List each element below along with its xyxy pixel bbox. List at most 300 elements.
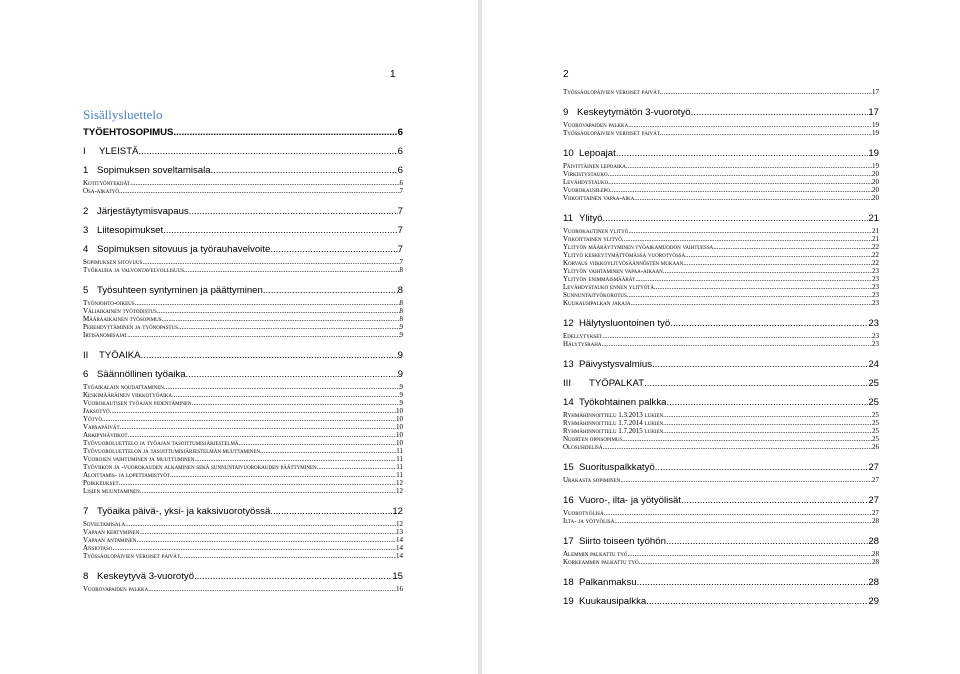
toc-entry-number: 6: [83, 369, 89, 380]
toc-entry-page: 9: [399, 331, 403, 339]
toc-entry-page: 14: [396, 536, 403, 544]
toc-section-entry[interactable]: [83, 571, 403, 582]
toc-entry-text: Vapaan kertyminen: [83, 528, 140, 536]
toc-entry-number: 13: [563, 359, 574, 370]
toc-entry-text: Vuorovapaiden palkka: [563, 121, 629, 129]
toc-entry-number: III: [563, 378, 571, 389]
toc-leader-dots: [604, 509, 872, 517]
toc-section-entry[interactable]: [563, 397, 879, 408]
toc-entry-page: 22: [872, 251, 879, 259]
toc-entry-number: 9: [563, 107, 569, 118]
toc-leader-dots: [620, 476, 872, 484]
toc-entry-number: 14: [563, 397, 574, 408]
toc-section-entry[interactable]: [563, 107, 879, 118]
toc-leader-dots: [670, 318, 868, 329]
toc-leader-dots: [601, 340, 872, 348]
toc-subsection-entry[interactable]: [563, 170, 879, 178]
toc-leader-dots: [635, 275, 872, 283]
toc-leader-dots: [630, 299, 872, 307]
toc-leader-dots: [626, 162, 872, 170]
toc-entry-text: Siirto toiseen työhön: [579, 536, 666, 547]
toc-entry-page: 7: [397, 225, 403, 236]
toc-entry-text: Työnjohto-oikeus: [83, 299, 135, 307]
toc-section-entry[interactable]: [83, 127, 403, 138]
toc-entry-page: 19: [872, 129, 879, 137]
toc-entry-page: 17: [872, 88, 879, 96]
toc-entry-page: 27: [872, 476, 879, 484]
toc-leader-dots: [178, 323, 400, 331]
toc-entry-text: Virkistystauko: [563, 170, 608, 178]
toc-entry-page: 23: [872, 291, 879, 299]
toc-leader-dots: [172, 391, 399, 399]
toc-subsection-entry[interactable]: [83, 544, 403, 552]
toc-entry-number: II: [83, 350, 89, 361]
toc-entry-text: Järjestäytymisvapaus: [97, 206, 189, 217]
toc-subsection-entry[interactable]: [563, 129, 879, 137]
toc-entry-text: Olosuhdelisä: [563, 443, 603, 451]
toc-subsection-entry[interactable]: [563, 299, 879, 307]
toc-entry-text: Korkeammin palkattu työ: [563, 558, 639, 566]
toc-entry-page: 25: [868, 397, 879, 408]
toc-leader-dots: [622, 235, 872, 243]
toc-entry-number: 8: [83, 571, 89, 582]
toc-entry-page: 20: [872, 170, 879, 178]
toc-subsection-entry[interactable]: [83, 307, 403, 315]
toc-subsection-entry[interactable]: [563, 340, 879, 348]
toc-section-entry[interactable]: [563, 596, 879, 607]
toc-entry-text: Nuorten oppisopimus: [563, 435, 623, 443]
toc-subsection-entry[interactable]: [83, 463, 403, 471]
toc-entry-text: Vuorojen vaihtuminen ja muuttuminen: [83, 455, 195, 463]
toc-subsection-entry[interactable]: [563, 411, 879, 419]
toc-entry-text: Keskimääräinen viikkotyöaika: [83, 391, 173, 399]
toc-entry-page: 23: [868, 318, 879, 329]
toc-leader-dots: [660, 129, 872, 137]
toc-section-entry[interactable]: [83, 146, 403, 157]
toc-entry-text: Lisien muuntaminen: [83, 487, 140, 495]
toc-entry-text: Päivystysvalmius: [579, 359, 653, 370]
toc-section-entry[interactable]: [83, 506, 403, 517]
toc-leader-dots: [102, 415, 396, 423]
toc-entry-page: 12: [396, 479, 403, 487]
toc-entry-page: 28: [868, 577, 879, 588]
toc-entry-text: TYÖPALKAT: [589, 378, 645, 389]
toc-section-entry[interactable]: [83, 206, 403, 217]
toc-entry-page: 8: [399, 315, 403, 323]
toc-entry-number: 11: [563, 213, 573, 224]
toc-section-entry[interactable]: [563, 318, 879, 329]
toc-entries: [563, 88, 879, 607]
toc-leader-dots: [637, 577, 869, 588]
toc-leader-dots: [663, 411, 872, 419]
toc-leader-dots: [128, 431, 397, 439]
toc-entry-text: Väliaikainen työtodistus: [83, 307, 157, 315]
toc-entry-text: Lepoajat: [579, 148, 616, 159]
toc-entry-page: 11: [396, 455, 403, 463]
toc-leader-dots: [140, 487, 396, 495]
toc-entry-page: 28: [872, 517, 879, 525]
toc-entry-page: 25: [872, 435, 879, 443]
toc-leader-dots: [135, 299, 400, 307]
toc-subsection-entry[interactable]: [563, 275, 879, 283]
table-of-contents: [83, 107, 403, 593]
toc-entry-page: 10: [396, 423, 403, 431]
toc-entry-text: Kotityöntekijät: [83, 179, 131, 187]
toc-entry-text: Työssäolopäivien veroiset päivät: [83, 552, 180, 560]
toc-leader-dots: [184, 266, 400, 274]
toc-entry-text: Yötyö: [83, 415, 102, 423]
toc-entry-text: Vuorokausilepo: [563, 186, 611, 194]
toc-entry-number: 4: [83, 244, 89, 255]
toc-entry-text: Alemmin palkattu työ: [563, 550, 628, 558]
toc-leader-dots: [270, 506, 392, 517]
toc-entry-text: Ryhmähinnoittelu 1.3.2013 lukien: [563, 411, 664, 419]
toc-leader-dots: [141, 350, 398, 361]
toc-leader-dots: [192, 399, 400, 407]
toc-entry-page: 25: [872, 419, 879, 427]
toc-entry-text: Työviikon ja -vuorokauden alkaminen sekä sunnuntaivuorokauden päättyminen: [83, 463, 317, 471]
toc-leader-dots: [602, 213, 868, 224]
toc-entry-number: 16: [563, 495, 574, 506]
toc-entry-page: 14: [396, 552, 403, 560]
toc-leader-dots: [139, 528, 396, 536]
toc-subsection-entry[interactable]: [83, 315, 403, 323]
toc-entry-text: Ylityön määräytyminen työaikamuodon vaihtuessa: [563, 243, 714, 251]
toc-leader-dots: [157, 307, 400, 315]
toc-entry-number: 19: [563, 596, 574, 607]
toc-entry-text: Keskeytyvä 3-vuorotyö: [97, 571, 195, 582]
toc-entry-text: Työrauha ja valvontavelvollisuus: [83, 266, 184, 274]
toc-leader-dots: [655, 462, 869, 473]
toc-entry-page: 25: [872, 427, 879, 435]
toc-entry-text: Sopimuksen sitovuus: [83, 258, 143, 266]
toc-entry-page: 9: [399, 399, 403, 407]
toc-subsection-entry[interactable]: [563, 235, 879, 243]
toc-entry-page: 27: [868, 495, 879, 506]
toc-entry-page: 21: [872, 235, 879, 243]
toc-entries: [83, 127, 403, 593]
toc-subsection-entry[interactable]: [83, 331, 403, 339]
toc-subsection-entry[interactable]: [83, 407, 403, 415]
toc-subsection-entry[interactable]: [83, 391, 403, 399]
toc-entry-text: Korvaus viikkoylityösäännösten mukaan: [563, 259, 684, 267]
toc-section-entry[interactable]: [83, 350, 403, 361]
toc-entry-text: Työsuhteen syntyminen ja päättyminen: [97, 285, 263, 296]
toc-leader-dots: [608, 178, 872, 186]
toc-entry-page: 28: [872, 550, 879, 558]
toc-leader-dots: [610, 186, 872, 194]
toc-subsection-entry[interactable]: [563, 419, 879, 427]
toc-entry-text: TYÖEHTOSOPIMUS: [83, 127, 174, 138]
toc-subsection-entry[interactable]: [563, 332, 879, 340]
toc-leader-dots: [189, 206, 398, 217]
toc-leader-dots: [639, 558, 872, 566]
toc-section-entry[interactable]: [83, 369, 403, 380]
toc-entry-text: Ylityön enimmäismäärät: [563, 275, 636, 283]
toc-entry-page: 9: [397, 350, 403, 361]
toc-leader-dots: [603, 443, 873, 451]
toc-subsection-entry[interactable]: [83, 187, 403, 195]
toc-entry-text: Ryhmähinnoittelu 1.7.2015 lukien: [563, 427, 664, 435]
toc-entry-page: 27: [868, 462, 879, 473]
toc-leader-dots: [119, 187, 400, 195]
toc-entry-page: 23: [872, 267, 879, 275]
toc-entry-page: 17: [868, 107, 879, 118]
toc-leader-dots: [142, 258, 399, 266]
toc-section-entry[interactable]: [83, 285, 403, 296]
toc-leader-dots: [608, 170, 872, 178]
toc-entry-text: YLEISTÄ: [99, 146, 139, 157]
toc-entry-text: Työkohtainen palkka: [579, 397, 667, 408]
toc-subsection-entry[interactable]: [83, 536, 403, 544]
toc-entry-page: 13: [396, 528, 403, 536]
toc-leader-dots: [112, 544, 396, 552]
toc-entry-page: 16: [396, 585, 403, 593]
toc-entry-page: 15: [392, 571, 403, 582]
toc-leader-dots: [194, 571, 392, 582]
toc-subsection-entry[interactable]: [563, 509, 879, 517]
toc-entry-page: 7: [397, 206, 403, 217]
toc-entry-page: 6: [397, 165, 403, 176]
toc-entry-page: 23: [872, 283, 879, 291]
toc-leader-dots: [622, 435, 872, 443]
toc-entry-page: 23: [872, 299, 879, 307]
toc-leader-dots: [120, 423, 396, 431]
toc-entry-page: 10: [396, 431, 403, 439]
toc-leader-dots: [317, 463, 397, 471]
toc-subsection-entry[interactable]: [83, 585, 403, 593]
toc-subsection-entry[interactable]: [563, 550, 879, 558]
toc-entry-page: 19: [872, 121, 879, 129]
toc-subsection-entry[interactable]: [563, 435, 879, 443]
toc-entry-text: Työvuoroluettelo ja työajan tasoittumisjärjestelmä: [83, 439, 239, 447]
toc-entry-page: 19: [868, 148, 879, 159]
toc-entry-text: Keskeytymätön 3-vuorotyö: [577, 107, 691, 118]
toc-entry-page: 21: [868, 213, 879, 224]
toc-entry-number: 17: [563, 536, 574, 547]
toc-entry-text: Liitesopimukset: [97, 225, 164, 236]
toc-section-entry[interactable]: [563, 213, 879, 224]
toc-entry-page: 8: [399, 299, 403, 307]
toc-subsection-entry[interactable]: [563, 186, 879, 194]
toc-entry-text: Viikoittainen ylityö: [563, 235, 622, 243]
toc-subsection-entry[interactable]: [83, 423, 403, 431]
toc-subsection-entry[interactable]: [83, 383, 403, 391]
toc-entry-text: Vuorovapaiden palkka: [83, 585, 149, 593]
toc-leader-dots: [627, 550, 872, 558]
toc-entry-text: Poikkeukset: [83, 479, 119, 487]
toc-entry-page: 6: [397, 127, 403, 138]
toc-section-entry[interactable]: [563, 462, 879, 473]
toc-entry-page: 10: [396, 407, 403, 415]
toc-subsection-entry[interactable]: [563, 251, 879, 259]
toc-subsection-entry[interactable]: [563, 227, 879, 235]
toc-entry-page: 20: [872, 178, 879, 186]
toc-entry-page: 22: [872, 259, 879, 267]
toc-entry-text: Suorituspalkkatyö: [579, 462, 655, 473]
toc-leader-dots: [628, 121, 872, 129]
toc-leader-dots: [654, 283, 872, 291]
toc-entry-text: Levähdystauko: [563, 178, 609, 186]
toc-section-entry[interactable]: [563, 148, 879, 159]
toc-entry-page: 25: [872, 411, 879, 419]
toc-entry-number: 2: [83, 206, 89, 217]
toc-section-entry[interactable]: [83, 225, 403, 236]
toc-entry-text: Jaksotyö: [83, 407, 110, 415]
toc-leader-dots: [614, 517, 872, 525]
toc-leader-dots: [628, 227, 872, 235]
toc-subsection-entry[interactable]: [563, 291, 879, 299]
toc-entry-text: Urakasta sopiminen: [563, 476, 621, 484]
toc-entry-page: 23: [872, 275, 879, 283]
toc-entry-text: Aloittamis- ja lopettamistyöt: [83, 471, 171, 479]
toc-entry-text: Ryhmähinnoittelu 1.7.2014 lukien: [563, 419, 664, 427]
toc-entry-page: 6: [399, 179, 403, 187]
toc-leader-dots: [239, 439, 396, 447]
toc-entry-page: 27: [872, 509, 879, 517]
toc-subsection-entry[interactable]: [563, 88, 879, 96]
toc-entry-page: 23: [872, 332, 879, 340]
toc-subsection-entry[interactable]: [83, 258, 403, 266]
toc-section-entry[interactable]: [83, 244, 403, 255]
toc-entry-text: Irtisanomisajat: [83, 331, 128, 339]
toc-entry-page: 11: [396, 463, 403, 471]
toc-entry-number: I: [83, 146, 86, 157]
toc-leader-dots: [634, 194, 872, 202]
toc-entry-page: 11: [396, 471, 403, 479]
table-of-contents-continued: [563, 88, 879, 607]
toc-section-entry[interactable]: [563, 359, 879, 370]
toc-entry-number: 7: [83, 506, 89, 517]
toc-subsection-entry[interactable]: [83, 266, 403, 274]
toc-leader-dots: [663, 427, 872, 435]
toc-subsection-entry[interactable]: [83, 552, 403, 560]
toc-subsection-entry[interactable]: [563, 259, 879, 267]
toc-entry-text: Työaikalain noudattaminen: [83, 383, 164, 391]
toc-entry-text: Työvuoroluettelon ja tasoittumisjärjestelmän muuttaminen: [83, 447, 261, 455]
page-number: 2: [563, 69, 569, 80]
toc-leader-dots: [130, 179, 399, 187]
toc-entry-page: 11: [396, 447, 403, 455]
toc-entry-text: Ansiotaso: [83, 544, 113, 552]
toc-entry-number: 3: [83, 225, 89, 236]
toc-section-entry[interactable]: [563, 495, 879, 506]
toc-subsection-entry[interactable]: [563, 443, 879, 451]
toc-entry-page: 8: [397, 285, 403, 296]
toc-leader-dots: [646, 596, 868, 607]
toc-leader-dots: [666, 536, 868, 547]
toc-subsection-entry[interactable]: [83, 455, 403, 463]
toc-entry-number: 15: [563, 462, 574, 473]
toc-subsection-entry[interactable]: [83, 439, 403, 447]
toc-section-entry[interactable]: [563, 536, 879, 547]
toc-entry-text: Työssäolopäivien veroiset päivät: [563, 129, 660, 137]
toc-entry-text: Kuukausipalkan jakaja: [563, 299, 631, 307]
toc-subsection-entry[interactable]: [83, 487, 403, 495]
toc-subsection-entry[interactable]: [83, 471, 403, 479]
toc-leader-dots: [260, 447, 396, 455]
toc-subsection-entry[interactable]: [563, 427, 879, 435]
toc-subsection-entry[interactable]: [563, 194, 879, 202]
toc-leader-dots: [136, 536, 396, 544]
toc-entry-text: Viikoittainen vapaa-aika: [563, 194, 635, 202]
toc-entry-page: 29: [868, 596, 879, 607]
toc-subsection-entry[interactable]: [83, 415, 403, 423]
toc-section-entry[interactable]: [83, 165, 403, 176]
toc-entry-text: Palkanmaksu: [579, 577, 637, 588]
toc-leader-dots: [602, 332, 872, 340]
toc-leader-dots: [110, 407, 396, 415]
toc-subsection-entry[interactable]: [83, 447, 403, 455]
toc-entry-page: 12: [392, 506, 403, 517]
toc-entry-text: Työaika päivä-, yksi- ja kaksivuorotyössä: [97, 506, 271, 517]
toc-subsection-entry[interactable]: [83, 528, 403, 536]
toc-leader-dots: [660, 88, 872, 96]
toc-entry-page: 22: [872, 243, 879, 251]
toc-leader-dots: [627, 291, 872, 299]
toc-subsection-entry[interactable]: [83, 479, 403, 487]
toc-entry-page: 7: [399, 258, 403, 266]
toc-entry-text: Ylityö keskeytymättömässä vuorotyössä: [563, 251, 686, 259]
toc-leader-dots: [644, 378, 868, 389]
toc-section-entry[interactable]: [563, 577, 879, 588]
toc-leader-dots: [263, 285, 398, 296]
toc-subsection-entry[interactable]: [563, 162, 879, 170]
toc-subsection-entry[interactable]: [563, 267, 879, 275]
toc-entry-page: 9: [399, 323, 403, 331]
toc-subsection-entry[interactable]: [563, 178, 879, 186]
toc-subsection-entry[interactable]: [563, 558, 879, 566]
toc-entry-text: Kuukausipalkka: [579, 596, 647, 607]
toc-subsection-entry[interactable]: [563, 517, 879, 525]
toc-entry-text: Säännöllinen työaika: [97, 369, 186, 380]
page-number: 1: [390, 69, 396, 80]
toc-entry-page: 28: [868, 536, 879, 547]
toc-subsection-entry[interactable]: [83, 399, 403, 407]
toc-entry-text: Sopimuksen soveltamisala: [97, 165, 211, 176]
toc-entry-page: 9: [397, 369, 403, 380]
toc-leader-dots: [685, 251, 872, 259]
toc-subsection-entry[interactable]: [83, 179, 403, 187]
toc-entry-page: 23: [872, 340, 879, 348]
toc-entry-text: Vuoro-, ilta- ja yötyölisät: [579, 495, 682, 506]
toc-subsection-entry[interactable]: [563, 283, 879, 291]
toc-leader-dots: [148, 585, 396, 593]
toc-subsection-entry[interactable]: [563, 121, 879, 129]
toc-subsection-entry[interactable]: [83, 431, 403, 439]
toc-leader-dots: [173, 127, 397, 138]
toc-entry-text: TYÖAIKA: [99, 350, 141, 361]
toc-entry-page: 7: [399, 187, 403, 195]
toc-title: Sisällysluettelo: [83, 107, 163, 122]
toc-subsection-entry[interactable]: [83, 323, 403, 331]
toc-leader-dots: [186, 369, 398, 380]
toc-entry-number: 18: [563, 577, 574, 588]
toc-entry-page: 6: [397, 146, 403, 157]
toc-entry-number: 5: [83, 285, 89, 296]
toc-leader-dots: [616, 148, 869, 159]
toc-entry-page: 28: [872, 558, 879, 566]
toc-subsection-entry[interactable]: [563, 243, 879, 251]
toc-subsection-entry[interactable]: [83, 299, 403, 307]
toc-leader-dots: [211, 165, 398, 176]
toc-section-entry[interactable]: [563, 378, 879, 389]
toc-entry-page: 19: [872, 162, 879, 170]
toc-entry-text: Vuorokautisen työajan pidentäminen: [83, 399, 192, 407]
toc-entry-page: 12: [396, 487, 403, 495]
toc-subsection-entry[interactable]: [83, 520, 403, 528]
toc-subsection-entry[interactable]: [563, 476, 879, 484]
